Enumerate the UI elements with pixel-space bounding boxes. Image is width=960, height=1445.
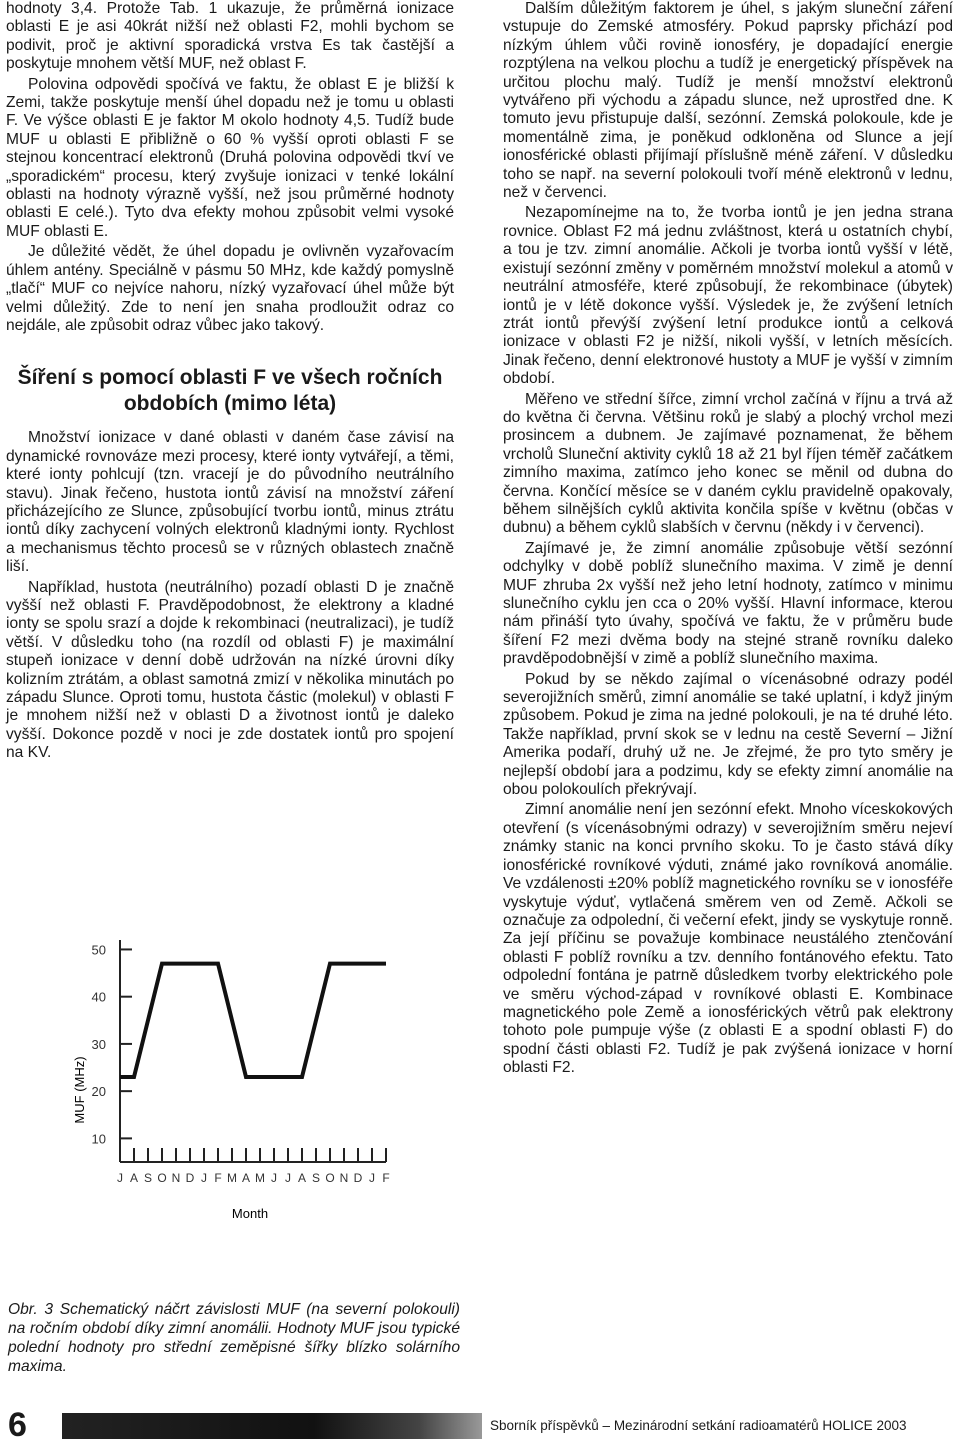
- x-tick-label: J: [369, 1171, 375, 1185]
- figure-muf-chart: [0, 920, 470, 1220]
- muf-line: [120, 964, 386, 1077]
- x-tick-label: M: [255, 1171, 265, 1185]
- left-paragraph-2: Polovina odpovědi spočívá ve faktu, že oblast E je bližší k Zemi, takže poskytuje menší úhel dopadu než je tomu u oblasti F. Ve výšce oblasti E je faktor M okolo hodnoty 4,5. Tudíž bude MUF u oblasti E přibližně o 60 % vyšší oproti oblasti F se stejnou koncentrací elektronů (Druhá polovina odpovědi tkví ve „sporadickém“ procesu, který zvyšuje ionizaci v tenké lokální oblasti na hodnoty výrazně vyšší, než jsou průměrné hodnoty oblasti E celé.). Tyto dva efekty mohou způsobit velmi vysoké MUF oblasti E.: [6, 75, 454, 240]
- x-tick-label: N: [171, 1171, 181, 1185]
- left-paragraph-4: Množství ionizace v dané oblasti v daném čase závisí na dynamické rovnováze mezi procesy, které ionty vytvářejí, a těmi, které ionty pohlcují (tzn. vracejí je do původního neutrálního stavu). Jinak řečeno, hustota iontů závisí na množství záření přicházejícího ze Slunce, způsobující tvorbu iontů, minus ztrátu iontů díky zachycení volných elektronů kladnými ionty. Rychlost a mechanismus těchto procesů se v různých oblastech značně liší.: [6, 429, 454, 576]
- section-heading: Šíření s pomocí oblasti F ve všech ročních obdobích (mimo léta): [17, 366, 443, 416]
- x-tick-label: A: [241, 1171, 251, 1185]
- x-tick-label: M: [227, 1171, 237, 1185]
- right-paragraph-4: Zajímavé je, že zimní anomálie způsobuje větší sezónní odchylky v době poblíž slunečního maxima. V zimě je denní MUF zhruba 2x vyšší než jeho letní hodnoty, zatímco v minimu slunečního cyklu jen cca o 20% vyšší. Hlavní informace, kterou nám přináší tyto úvahy, spočívá ve faktu, že v průměru bude šíření F2 mezi dvěma body na stejné straně rovníku daleko pravděpodobnější v zimě a poblíž slunečního maxima.: [503, 539, 953, 668]
- figure-caption: [8, 1300, 460, 1376]
- x-tick-label: A: [129, 1171, 139, 1185]
- right-paragraph-2: Nezapomínejme na to, že tvorba iontů je jen jedna strana rovnice. Oblast F2 má jednu zvláštnost, která u ostatních chybí, a tou je tzv. zimní anomálie. Ačkoli je tvorba iontů vyšší v létě, existují sezónní změny v poměrném množství molekul a atomů v neutrální atmosféře, které způsobují, že rekombinace (úbytek) iontů je v létě dokonce vyšší. Výsledek je, že zvýšení letních ztrát iontů převýší zvýšení letní produkce iontů a celková ionizace v oblasti F2 je nižší, nikoli vyšší, v letních měsících. Jinak řečeno, denní elektronové hustoty a MUF je vyšší v zimním období.: [503, 204, 953, 388]
- y-tick-label: 20: [91, 1084, 106, 1100]
- y-tick-label: 10: [91, 1131, 106, 1147]
- caption-label: Obr. 3: [8, 1301, 54, 1318]
- x-axis-label: Month: [231, 1206, 269, 1220]
- x-tick-label: J: [117, 1171, 123, 1185]
- x-tick-label: J: [271, 1171, 277, 1185]
- page-number: 6: [8, 1406, 27, 1444]
- y-axis-label: MUF (MHz): [72, 1056, 87, 1124]
- x-tick-label: S: [143, 1171, 153, 1185]
- y-tick-label: 40: [91, 989, 106, 1005]
- right-paragraph-1: Dalším důležitým faktorem je úhel, s jakým sluneční záření vstupuje do Zemské atmosféry. Pokud paprsky přichází pod nízkým úhlem vůči rovině ionosféry, je dopadající energie rozptýlena na velkou plochu a tudíž je energetický příspěvek na určitou plochu malý. Tudíž je menší množství elektronů vytvářeno při východu a západu slunce, než uprostřed dne. K tomuto jevu přistupuje další, sezónní. Zemská polokoule, kde je momentálně zima, je poněkud odkloněna od Slunce a její ionosférické oblasti přijímají příslušně méně záření. V důsledku toho se např. na severní polokouli tvoří méně elektronů v lednu, než v červenci.: [503, 0, 953, 202]
- x-tick-label: O: [325, 1171, 335, 1185]
- muf-chart-svg: [0, 920, 470, 1220]
- x-tick-label: O: [157, 1171, 167, 1185]
- left-paragraph-5: Například, hustota (neutrálního) pozadí oblasti D je značně vyšší než oblasti F. Pravděpodobnost, že elektrony a kladné ionty se spolu srazí a dojde k rekombinaci (neutralizaci), je tudíž větší. V důsledku toho (na rozdíl od oblasti F) je maximální stupeň ionizace v denní době udržován na nízké úrovni díky kolizním ztrátám, a oblast samotná zmizí v několika minutách po západu Slunce. Oproti tomu, hustota částic (molekul) v oblasti F je mnohem nižší než v oblasti D a životnost iontů je daleko vyšší. Dokonce pozdě v noci je zde dostatek iontů pro spojení na KV.: [6, 578, 454, 762]
- y-tick-label: 50: [91, 942, 106, 958]
- y-axis: [92, 940, 132, 1162]
- x-tick-label: N: [339, 1171, 349, 1185]
- x-tick-label: A: [297, 1171, 307, 1185]
- x-tick-label: S: [311, 1171, 321, 1185]
- caption-text: Schematický náčrt závislosti MUF (na severní polokouli) na ročním období díky zimní anomálii. Hodnoty MUF jsou typické polední hodnoty pro střední zeměpisné šířky blízko solárního maxima.: [8, 1301, 460, 1375]
- footer-title: Sborník příspěvků – Mezinárodní setkání radioamatérů HOLICE 2003: [490, 1418, 907, 1433]
- right-paragraph-5: Pokud by se někdo zajímal o vícenásobné odrazy podél severojižních směrů, zimní anomálie se také uplatní, i když jiným způsobem. Pokud je zima na jedné polokouli, je na té druhé léto. Takže například, první skok se v lednu na cestě Severní – Jižní Amerika podaří, druhý už ne. Je zřejmé, že pro tyto směry je nejlepší období jara a podzimu, kdy se efekty zimní anomálie na obou polokoulích překrývají.: [503, 670, 953, 799]
- right-column: [503, 0, 953, 1080]
- x-tick-label: D: [353, 1171, 363, 1185]
- x-tick-label: J: [201, 1171, 207, 1185]
- x-tick-label: J: [285, 1171, 291, 1185]
- right-paragraph-3: Měřeno ve střední šířce, zimní vrchol začíná v říjnu a trvá až do května či června. Většinu roků je slabý a plochý vrchol mezi prosincem a dubnem. Je zajímavé poznamenat, že během vrcholů Sluneční aktivity cyklů 18 až 21 byl říjen téměř začátkem zimního maxima, zatímco jeho konec se měnil od dubna do června. Končící měsíce se v daném cyklu pravidelně opakovaly, během silnějších cyklů aktivita končila spíše v květnu (občas v dubnu) a během cyklů slabších v červnu (někdy i v červenci).: [503, 390, 953, 537]
- footer-bar: [62, 1413, 482, 1439]
- x-tick-label: F: [214, 1171, 222, 1185]
- left-paragraph-3: Je důležité vědět, že úhel dopadu je ovlivněn vyzařovacím úhlem antény. Speciálně v pásmu 50 MHz, kde každý pomyslně „tlačí“ MUF co nejvíce nahoru, nízký vyzařovací úhel může být velmi důležitý. Zde to není jen snaha prodloužit odraz co nejdále, ale způsobit odraz vůbec jako takový.: [6, 243, 454, 334]
- series-muf: [120, 964, 386, 1077]
- x-tick-label: D: [185, 1171, 195, 1185]
- x-tick-label: F: [382, 1171, 390, 1185]
- x-axis: [117, 1148, 390, 1185]
- left-column: [6, 0, 454, 765]
- y-tick-label: 30: [91, 1036, 106, 1052]
- right-paragraph-6: Zimní anomálie není jen sezónní efekt. Mnoho víceskokových otevření (s vícenásobnými odrazy) v severojižním směru nejeví známky stanic na konci prvního skoku. To je často stává díky ionosférické rovníkové výduti, známé jako rovníková anomálie. Ve vzdálenosti ±20% poblíž magnetického rovníku se v ionosféře vyskytuje výduť, vytlačená směrem ven od Země. Ačkoli se označuje za odpolední, či večerní efekt, jindy se vyskytuje ronně. Za její příčinu se považuje kombinace neustálého ztenčování oblasti F poblíž rovníku a tzv. denního fontánového efektu. Tato odpolední fontána je patrně důsledkem tvorby elektrického pole ve směru východ-západ v rovníkové oblasti E. Kombinace magnetického pole Země a ionosférických větrů pak elektrony tohoto pole pumpuje výše (z oblasti E a spodní oblasti F) do spodní části oblasti F2. Tudíž je pak zvýšená ionizace v horní oblasti F2.: [503, 801, 953, 1077]
- left-paragraph-1: hodnoty 3,4. Protože Tab. 1 ukazuje, že průměrná ionizace oblasti E je asi 40krát nižší než oblasti F2, mohli bychom se podivit, proč je aktivní sporadická vrstva Es tak častější a poskytuje mnohem větší MUF, než oblast F.: [6, 0, 454, 73]
